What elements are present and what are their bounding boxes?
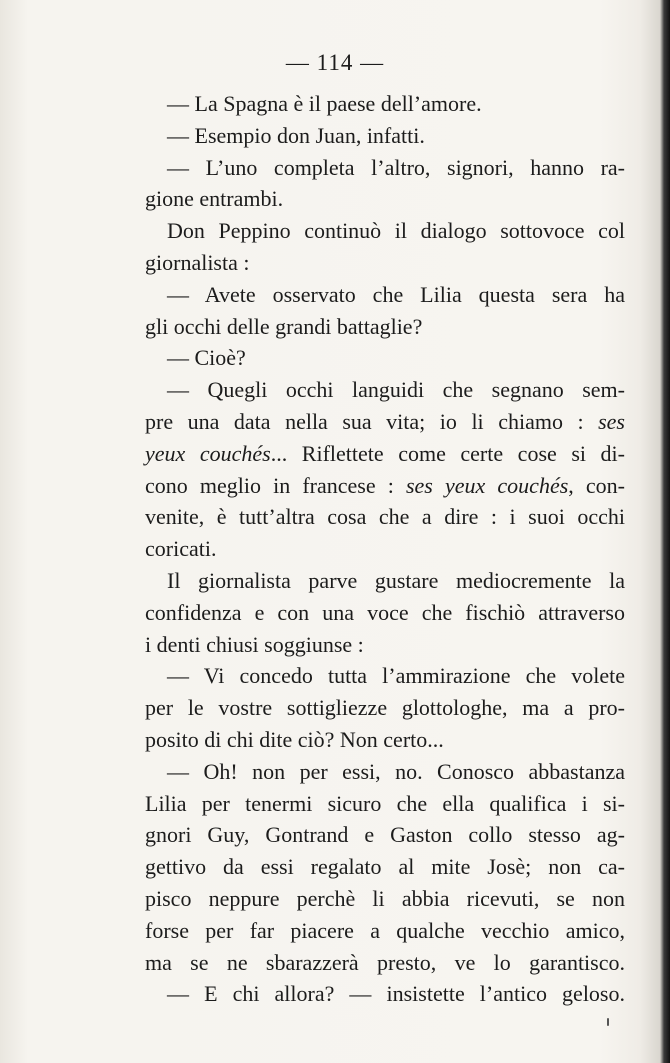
text-segment: pisco neppure perchè li abbia ricevuti, se non [145,885,625,911]
text-line [145,438,625,470]
text-segment: Don Peppino continuò il dialogo sottovoce col [167,218,625,244]
text-segment: — Vi concedo tutta l’ammirazione che volete [167,663,625,689]
text-line [145,247,625,279]
text-line [145,152,625,184]
text-line [145,565,625,597]
text-segment: gione entrambi. [145,186,284,212]
text-line [145,724,625,756]
text-line [145,501,625,533]
text-segment: posito di chi dite ciò? Non certo... [145,726,444,752]
text-segment: — Oh! non per essi, no. Conosco abbastanza [167,758,625,784]
text-segment: — Cioè? [167,345,246,371]
text-segment: giornalista : [145,249,250,275]
text-segment: — E chi allora? — insistette l’antico geloso. [167,981,625,1007]
text-line [145,788,625,820]
text-segment: Il giornalista parve gustare mediocremente la [167,567,625,593]
text-line [145,756,625,788]
text-segment: — Esempio don Juan, infatti. [167,122,425,148]
text-line [145,692,625,724]
text-segment: i denti chiusi soggiunse : [145,631,364,657]
text-line [145,629,625,661]
text-segment: pre una data nella sua vita; io li chiamo : [145,408,599,434]
italic-text: yeux couchés [145,440,271,466]
text-segment: ... Riflettete come certe cose si di- [270,440,625,466]
text-line [145,311,625,343]
text-line [145,374,625,406]
page-number: — 114 — [285,50,385,75]
text-segment: gnori Guy, Gontrand e Gaston collo stesso ag- [145,822,625,848]
text-line [145,851,625,883]
text-line [145,215,625,247]
text-line [145,947,625,979]
text-segment: confidenza e con una voce che fischiò attraverso [145,599,625,625]
text-line [145,533,625,565]
text-segment: — La Spagna è il paese dell’amore. [167,91,482,116]
page-text [145,88,625,1010]
print-speck [607,1018,609,1026]
text-segment: ma se ne sbarazzerà presto, ve lo garantisco. [145,949,625,975]
text-line [145,978,625,1010]
text-line [145,470,625,502]
text-line [145,883,625,915]
text-segment: — Avete osservato che Lilia questa sera ha [167,281,625,307]
italic-text: ses [598,408,625,434]
italic-text: ses yeux couchés [405,472,569,498]
text-line [145,597,625,629]
text-line [145,120,625,152]
text-segment: cono meglio in francese : [145,472,406,498]
text-segment: gli occhi delle grandi battaglie? [145,313,423,339]
text-segment: venite, è tutt’altra cosa che a dire : i suoi occhi [145,504,625,530]
text-line [145,660,625,692]
text-line [145,819,625,851]
text-line [145,915,625,947]
text-line [145,183,625,215]
text-segment: , con- [568,472,625,498]
text-line [145,342,625,374]
text-segment: — L’uno completa l’altro, signori, hanno ra- [167,154,625,180]
text-segment: forse per far piacere a qualche vecchio amico, [145,917,625,943]
text-segment: coricati. [145,536,217,562]
text-segment: — Quegli occhi languidi che segnano sem- [167,377,625,403]
text-line [145,406,625,438]
text-line [145,88,625,120]
text-segment: gettivo da essi regalato al mite Josè; non ca- [145,854,625,880]
text-segment: per le vostre sottigliezze glottologhe, ma a pro- [145,695,625,721]
text-line [145,279,625,311]
text-segment: Lilia per tenermi sicuro che ella qualifica i si- [145,790,625,816]
